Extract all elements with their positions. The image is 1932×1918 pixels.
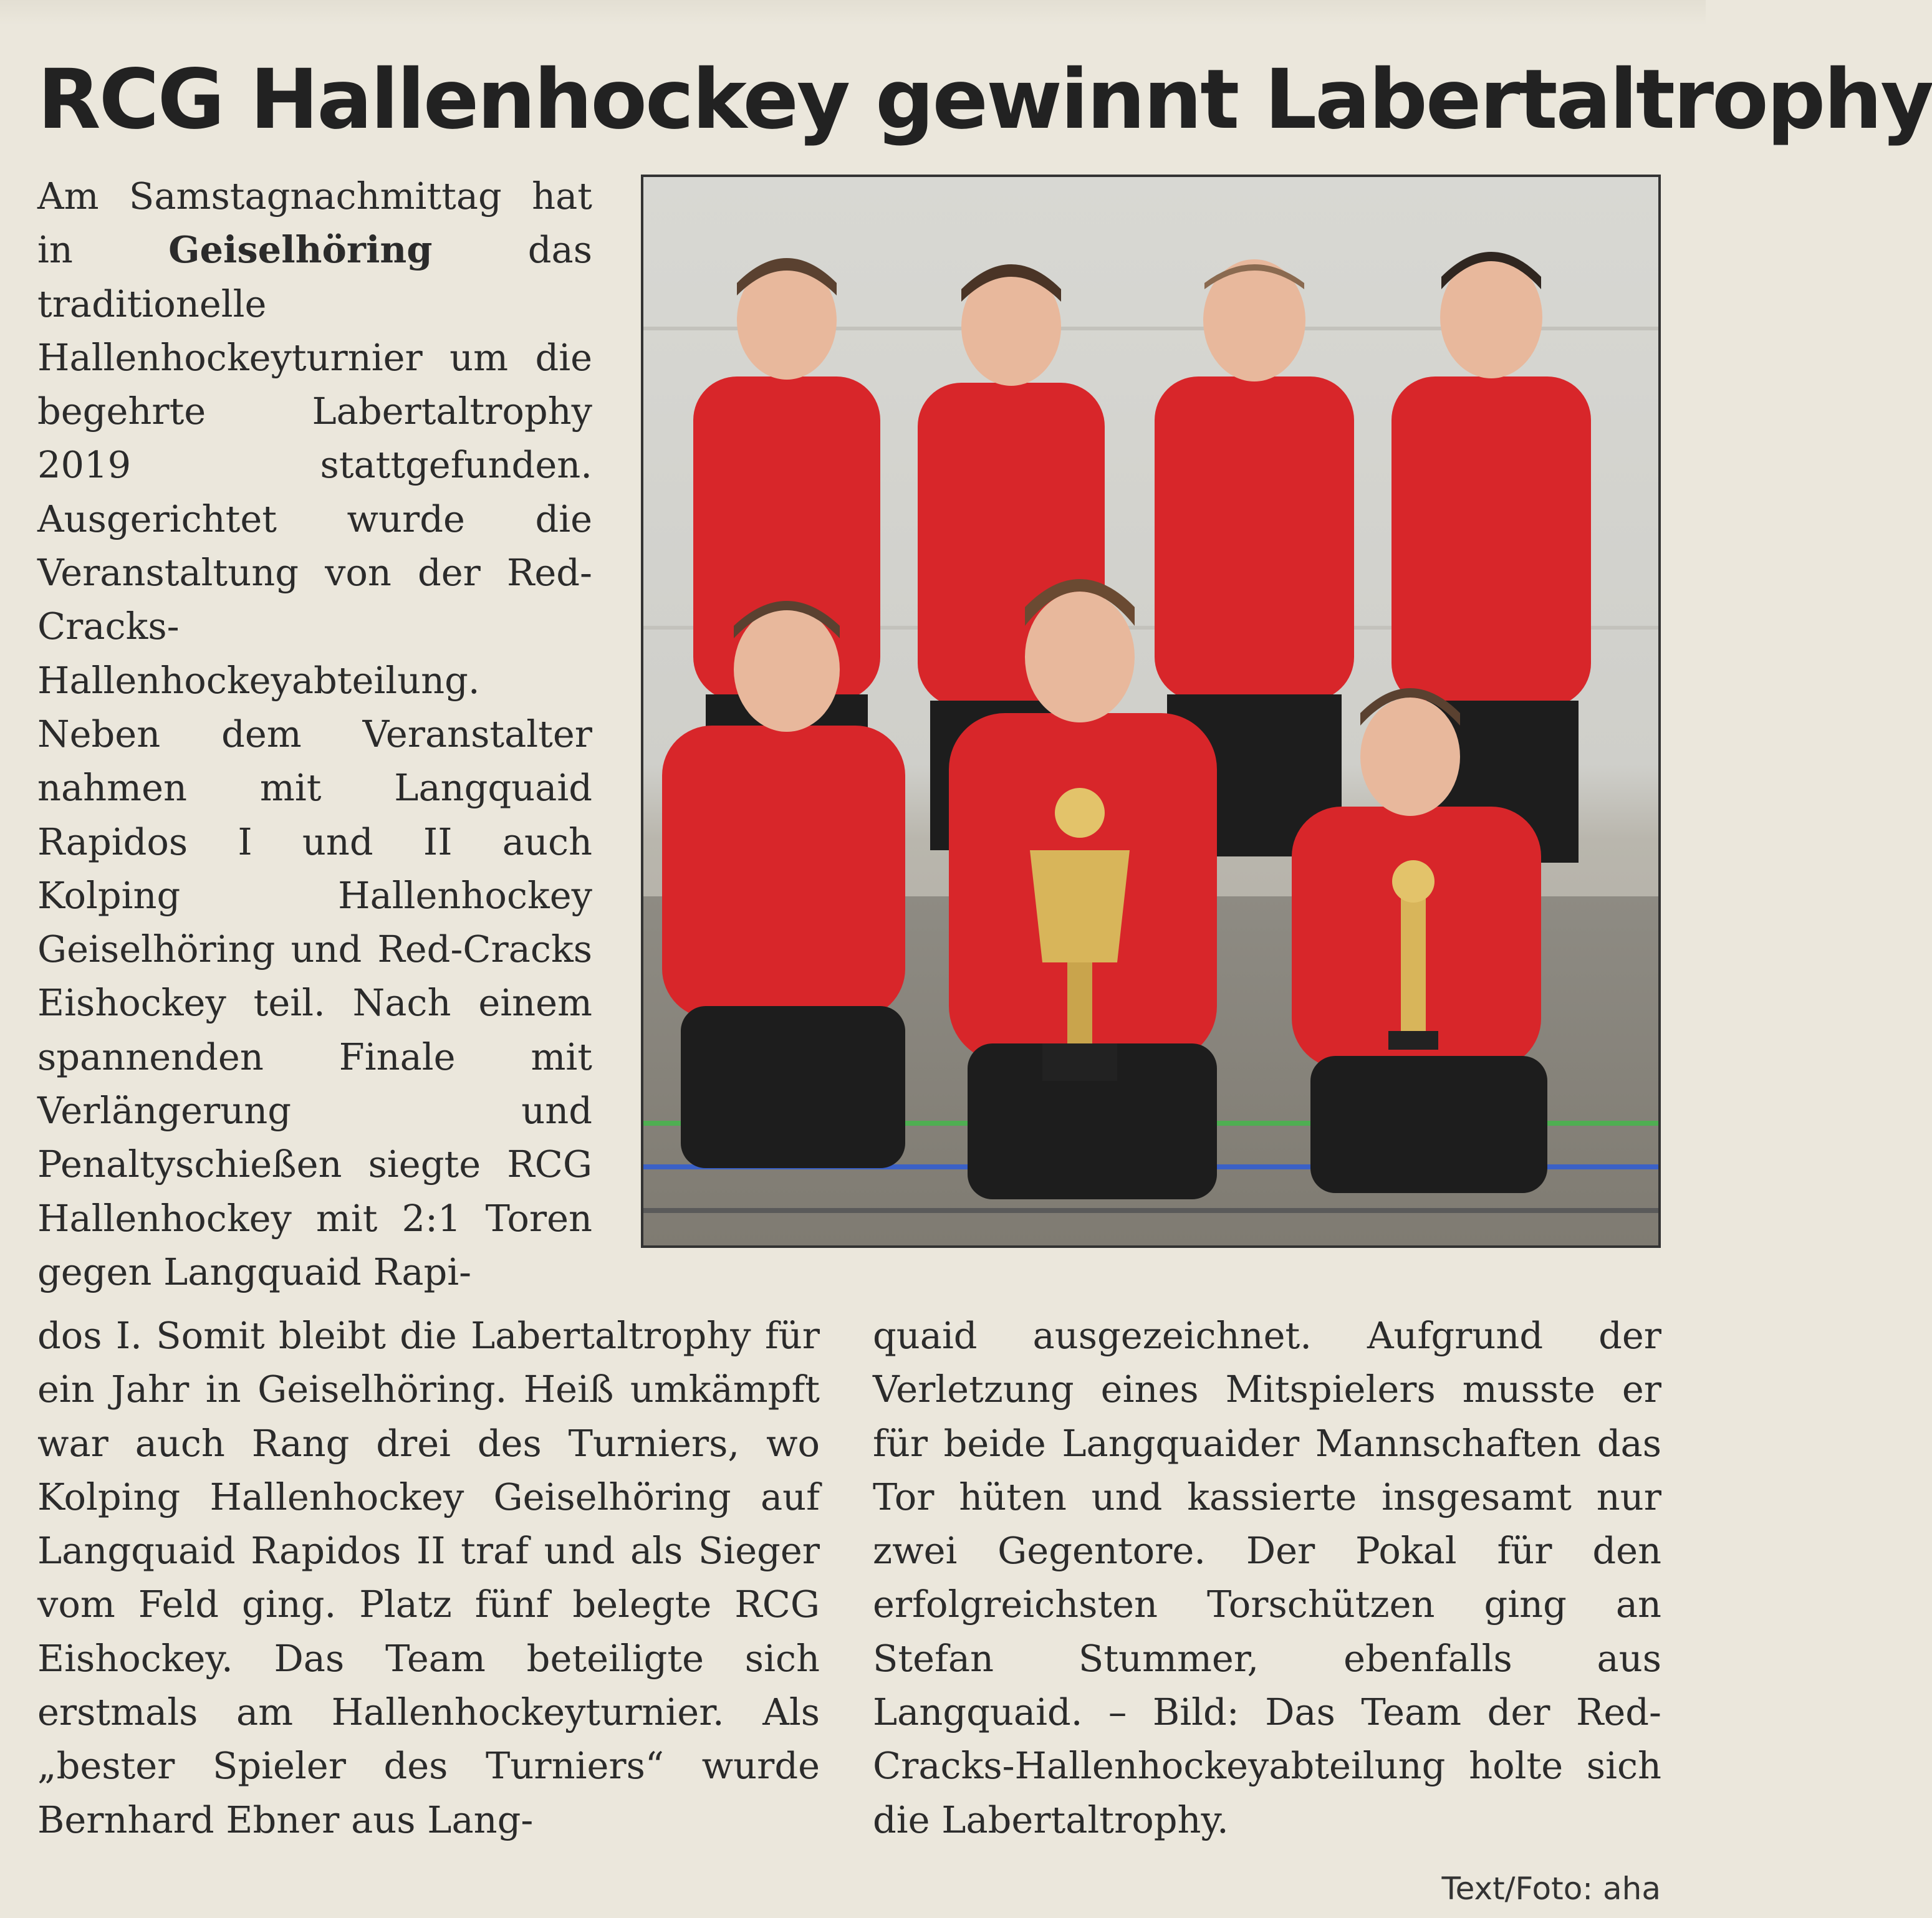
bold-place-name: Geiselhöring — [168, 228, 433, 272]
team-photo — [641, 175, 1661, 1248]
article-column-1-top — [37, 170, 592, 1299]
article-headline: RCG Hallenhockey gewinnt Labertaltrophy — [37, 52, 1932, 148]
paragraph-end: quaid ausgezeichnet. Aufgrund der Verletzung eines Mitspielers musste er für beide Langquaider Mannschaften das Tor hüten und kassierte insgesamt nur zwei Gegentore. Der Pokal für den erfolgreichsten Torschützen ging an Stefan Stummer, ebenfalls aus Langquaid. – Bild: Das Team der Red-Cracks-Hallenhockeyabteilung holte sich die Labertaltrophy. — [873, 1314, 1661, 1841]
paragraph-continuation: dos I. Somit bleibt die Labertaltrophy für ein Jahr in Geiselhöring. Heiß umkämpft war auch Rang drei des Turniers, wo Kolping Hallenhockey Geiselhöring auf Langquaid Rapidos II traf und als Sieger vom Feld ging. Platz fünf belegte RCG Eishockey. Das Team beteiligte sich erstmals am Hallenhockeyturnier. Als „bester Spieler des Turniers“ wurde Bernhard Ebner aus Lang- — [37, 1314, 820, 1841]
paper-top-edge — [0, 0, 1706, 25]
article-column-1-bottom — [37, 1309, 820, 1847]
photo-credit: Text/Foto: aha — [1441, 1871, 1661, 1907]
article-column-2 — [873, 1309, 1661, 1847]
paragraph-intro: Am Samstagnachmittag hat in Geiselhöring das traditionelle Hallenhockeyturnier um die begehrte Labertaltrophy 2019 stattgefunden. Ausgerichtet wurde die Veranstaltung von der Red-Cracks-Hallenhockeyabteilung. Neben dem Veranstalter nahmen mit Langquaid Rapidos I und II auch Kolping Hallenhockey Geiselhöring und Red-Cracks Eishockey teil. Nach einem spannenden Finale mit Verlängerung und Penaltyschießen siegte RCG Hallenhockey mit 2:1 Toren gegen Langquaid Rapi- — [37, 175, 592, 1293]
team-illustration — [643, 177, 1658, 1245]
